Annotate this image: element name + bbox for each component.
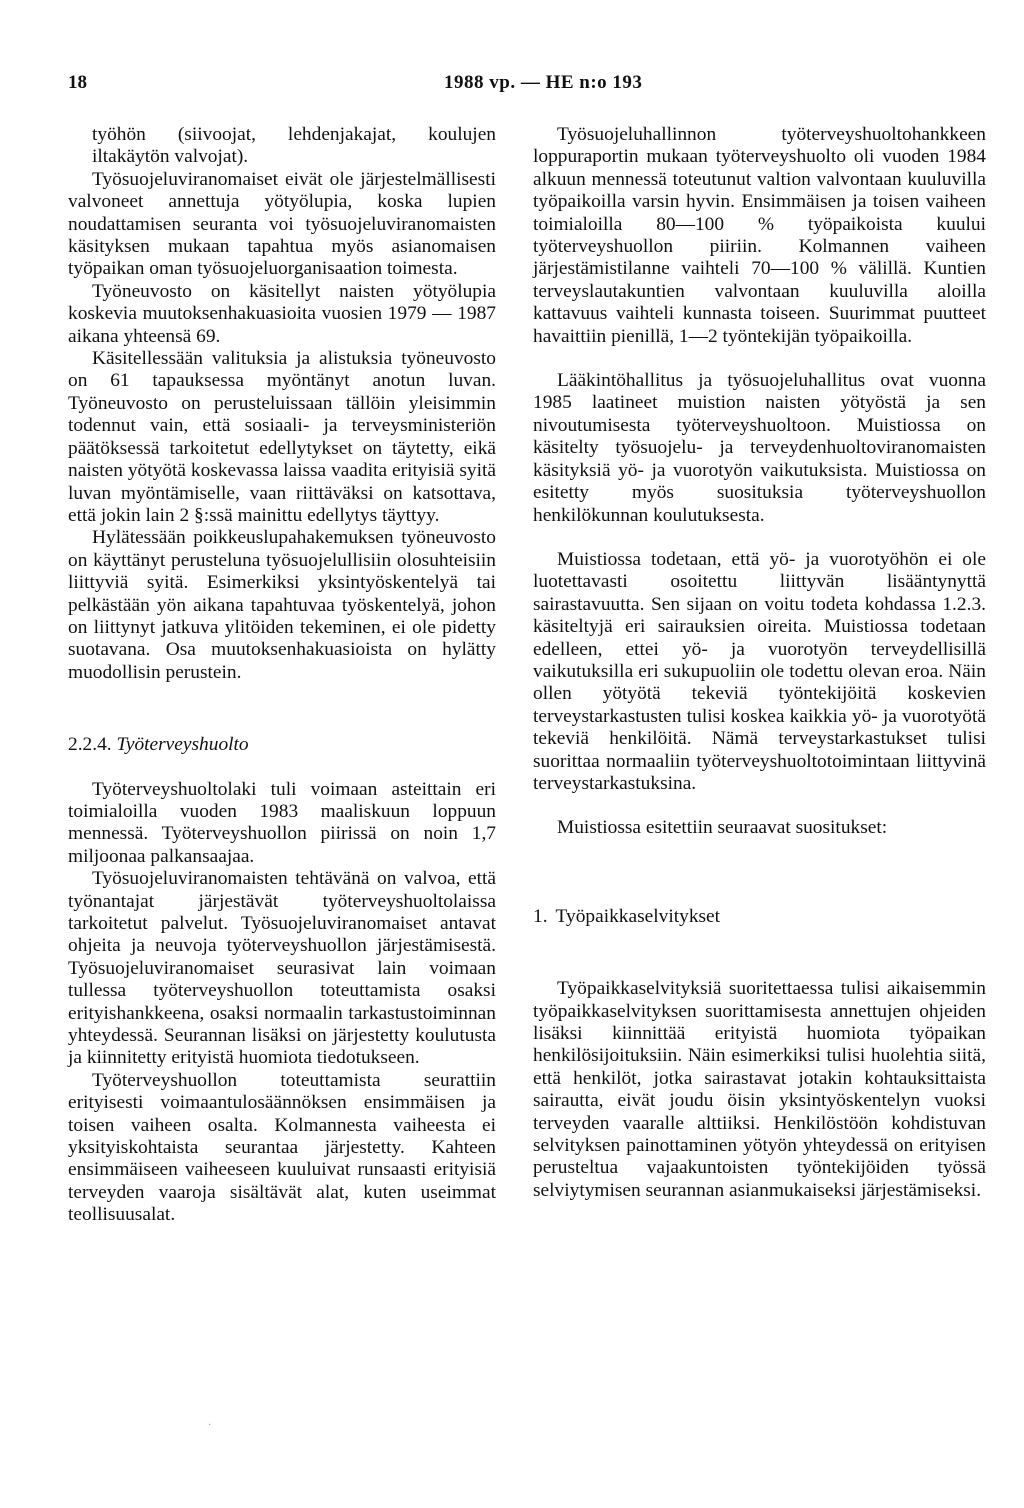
page-header <box>0 72 1024 102</box>
paragraph: Hylätessään poikkeuslupahakemuksen työneuvosto on käyttänyt perusteluna työsuojelullisiin olosuhteisiin liittyviä syitä. Esimerkiksi yksintyöskentelyä tai pelkästään yön aikana tapahtuvaa työskentelyä, johon on liittynyt jatkuva ylitöiden tekeminen, ei ole pidetty suotavana. Osa muutoksenhakuasioista on hylätty muodollisin perustein. <box>68 527 496 683</box>
section-title: Työterveyshuolto <box>116 734 249 756</box>
paragraph: Työneuvosto on käsitellyt naisten yötyölupia koskevia muutoksenhakuasioita vuosien 1979 — 1987 aikana yhteensä 69. <box>68 280 496 347</box>
page-number: 18 <box>68 72 87 93</box>
paragraph: Käsitellessään valituksia ja alistuksia työneuvosto on 61 tapauksessa myöntänyt anotun luvan. Työneuvosto on perusteluissaan tällöin yleisimmin todennut vain, että sosiaali- ja terveysministeriön päätöksessä tarkoitetut edellytykset on täytetty, eikä naisten yötyötä koskevassa laissa vaadita erityisiä syitä luvan myöntämiselle, vaan riittäväksi on katsottava, että jokin lain 2 §:ssä mainittu edellytys täyttyy. <box>68 348 496 526</box>
paragraph: Työsuojeluviranomaiset eivät ole järjestelmällisesti valvoneet annettuja yötyölupia, koska lupien noudattamisen seuranta voi työsuojeluviranomaisten käsityksen mukaan tapahtua myös asianomaisen työpaikan oman työsuojeluorganisaation toimesta. <box>68 168 496 280</box>
stray-mark: · <box>208 1420 212 1431</box>
paragraph: Muistiossa esitettiin seuraavat suositukset: <box>557 817 888 839</box>
running-title: 1988 vp. — HE n:o 193 <box>444 72 643 93</box>
section-number: 2.2.4. <box>68 734 112 756</box>
paragraph: Työterveyshuoltolaki tuli voimaan asteittain eri toimialoilla vuoden 1983 maaliskuun loppuun mennessä. Työterveyshuollon piirissä on noin 1,7 miljoonaa palkansaajaa. <box>68 778 496 867</box>
list-title: Työpaikkaselvitykset <box>555 905 721 927</box>
list-heading <box>533 906 986 928</box>
paragraph: Työpaikkaselvityksiä suoritettaessa tulisi aikaisemmin työpaikkaselvityksen suorittamisesta annettujen ohjeiden lisäksi kiinnittää erityistä huomiota työpaikan henkilösijoituksiin. Näin esimerkiksi tulisi huolehtia siitä, että henkilöt, jotka sairastavat jotakin kohtauksittaista sairautta, eivät joudu öisin yksintyöskentelyn vuoksi terveyden vaaralle alttiiksi. Henkilöstöön kohdistuvan selvityksen painottaminen yötyön yhteydessä on erityisen perusteltua vajaakuntoisten työntekijöiden työssä selviytymisen seurannan asianmukaiseksi järjestämiseksi. <box>533 978 986 1201</box>
paragraph: Lääkintöhallitus ja työsuojeluhallitus ovat vuonna 1985 laatineet muistion naisten yötyöstä ja sen nivoutumisesta työterveyshuoltoon. Muistiossa on käsitelty työsuojelu- ja terveydenhuoltoviranomaisten käsityksiä yö- ja vuorotyön vaikutuksista. Muistiossa on esitetty myös suosituksia työterveyshuollon henkilökunnan koulutuksesta. <box>533 370 986 526</box>
paragraph: Työterveyshuollon toteuttamista seurattiin erityisesti voimaantulosäännöksen ensimmäisen ja toisen vaiheen osalta. Kolmannesta vaiheesta ei yksityiskohtaista seurantaa järjestetty. Kahteen ensimmäiseen vaiheeseen kuuluivat runsaasti erityisiä terveyden vaaroja sisältävät alat, kuten useimmat teollisuusalat. <box>68 1069 496 1226</box>
paragraph: Työsuojeluviranomaisten tehtävänä on valvoa, että työnantajat järjestävät työterveyshuoltolaissa tarkoitetut palvelut. Työsuojeluviranomaiset antavat ohjeita ja neuvoja työterveyshuollon järjestämisestä. Työsuojeluviranomaiset seurasivat lain voimaan tullessa työterveyshuollon toteuttamista osaksi erityishankkeena, osaksi normaalin tarkastustoiminnan yhteydessä. Seurannan lisäksi on järjestetty koulutusta ja kiinnitetty erityistä huomiota tiedotukseen. <box>68 868 496 1069</box>
paragraph: Muistiossa todetaan, että yö- ja vuorotyöhön ei ole luotettavasti osoitettu liittyvän lisääntynyttä sairastavuutta. Sen sijaan on voitu todeta kohdassa 1.2.3. käsiteltyjä eri sairauksien oireita. Muistiossa todetaan edelleen, ettei yö- ja vuorotyön terveydellisillä vaikutuksilla eri sukupuoliin ole todettu olevan eroa. Näin ollen yötyötä tekeviä työntekijöitä koskevien terveystarkastusten tulisi koskea kaikkia yö- ja vuorotyötä tekeviä henkilöitä. Nämä terveystarkastukset tulisi suorittaa normaaliin työterveyshuoltotoimintaan liittyvinä terveystarkastuksina. <box>533 548 986 794</box>
right-column <box>533 124 986 1202</box>
left-column <box>68 124 496 1227</box>
paragraph: työhön (siivoojat, lehdenjakajat, koulujen iltakäytön valvojat). <box>92 124 496 168</box>
paragraph: Työsuojeluhallinnon työterveyshuoltohankkeen loppuraportin mukaan työterveyshuolto oli vuoden 1984 alkuun mennessä toteutunut valtion valvontaan kuuluvilla työpaikoilla varsin hyvin. Ensimmäisen ja toisen vaiheen toimialoilla 80—100 % työpaikoista kuului työterveyshuollon piiriin. Kolmannen vaiheen järjestämistilanne vaihteli 70—100 % välillä. Kuntien terveyslautakuntien valvontaan kuuluvilla aloilla kattavuus vaihteli kunnasta toiseen. Suurimmat puutteet havaittiin pienillä, 1—2 työntekijän työpaikoilla. <box>533 124 986 347</box>
list-number: 1. <box>533 905 548 927</box>
section-heading <box>68 734 496 756</box>
